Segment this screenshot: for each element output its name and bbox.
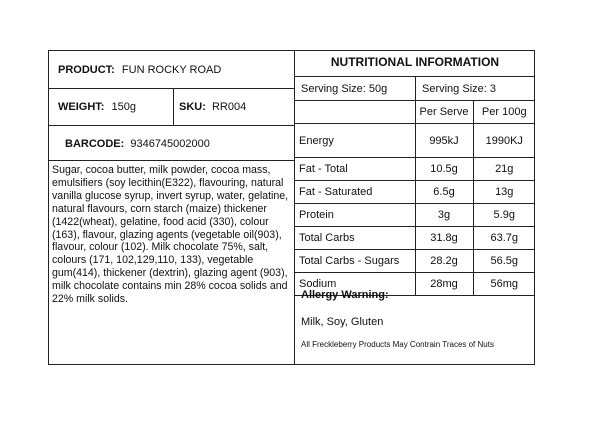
allergy-title: Allergy Warning:	[301, 289, 389, 301]
per-serve-value: 6.5g	[415, 181, 473, 204]
nutrient-name: Total Carbs - Sugars	[295, 250, 415, 273]
per-serve-value: 28mg	[415, 273, 473, 296]
per-serve-value: 995kJ	[415, 124, 473, 158]
table-row	[295, 250, 535, 273]
per-serve-value: 28.2g	[415, 250, 473, 273]
per-100g-value: 21g	[473, 158, 535, 181]
per-100g-value: 13g	[473, 181, 535, 204]
product-row	[49, 51, 294, 89]
barcode-value: 9346745002000	[130, 138, 210, 150]
nutrition-header-row	[295, 101, 535, 124]
allergy-section	[301, 289, 531, 349]
nutrient-name: Sodium	[295, 273, 415, 296]
ingredients-text: Sugar, cocoa butter, milk powder, cocoa mass, emulsifiers (soy lecithin(E322), flavouring, natural vanilla glucose syrup, invert syrup, water, gelatine, natural flavours, corn starch (maize) thickener (1422(wheat), gelatine, food acid (330), colour (163), flavour, glazing agents (vegetable oil(903), flavour, colour (102). Milk chocolate 75%, salt, colours (171, 102,129,110, 133), vegetable gum(414), thickener (dextrin), glazing agent (903), milk chocolate contains min 28% cocoa solids and 22% milk solids.	[52, 164, 289, 306]
table-row	[295, 181, 535, 204]
per-100g-value: 1990KJ	[473, 124, 535, 158]
per-100g-value: 56mg	[473, 273, 535, 296]
table-row	[295, 124, 535, 158]
weight-label: WEIGHT:	[58, 101, 105, 113]
per-serve-value: 10.5g	[415, 158, 473, 181]
servings-count: Serving Size: 3	[422, 83, 496, 95]
table-row	[295, 204, 535, 227]
sku-value: RR004	[211, 101, 247, 113]
table-row	[295, 158, 535, 181]
per-100g-value: 56.5g	[473, 250, 535, 273]
weight-value: 150g	[111, 101, 136, 113]
col-per-serve: Per Serve	[415, 101, 473, 124]
serving-divider	[415, 77, 416, 100]
per-serve-value: 31.8g	[415, 227, 473, 250]
product-label	[48, 50, 535, 365]
barcode-label: BARCODE:	[65, 138, 125, 150]
barcode-row	[49, 126, 294, 161]
per-serve-value: 3g	[415, 204, 473, 227]
nutrient-name: Energy	[295, 124, 415, 158]
per-100g-value: 63.7g	[473, 227, 535, 250]
sku-label: SKU:	[179, 101, 206, 113]
weight-sku-row	[49, 89, 294, 126]
table-row	[295, 227, 535, 250]
col-per-100g: Per 100g	[473, 101, 535, 124]
nutrient-name: Total Carbs	[295, 227, 415, 250]
product-label-text: PRODUCT:	[58, 64, 115, 76]
allergy-note: All Freckleberry Products May Contrain Traces of Nuts	[301, 340, 494, 349]
nutrition-title: NUTRITIONAL INFORMATION	[295, 51, 535, 77]
product-name: FUN ROCKY ROAD	[121, 64, 222, 76]
serving-row	[295, 77, 535, 101]
allergy-text: Milk, Soy, Gluten	[301, 316, 384, 328]
per-100g-value: 5.9g	[473, 204, 535, 227]
nutrient-name: Fat - Saturated	[295, 181, 415, 204]
nutrition-panel	[294, 51, 535, 364]
nutrition-table	[295, 101, 535, 296]
serving-size: Serving Size: 50g	[301, 83, 388, 95]
weight-sku-divider	[173, 89, 174, 126]
nutrient-name: Fat - Total	[295, 158, 415, 181]
product-info-panel	[49, 51, 294, 364]
nutrient-name: Protein	[295, 204, 415, 227]
